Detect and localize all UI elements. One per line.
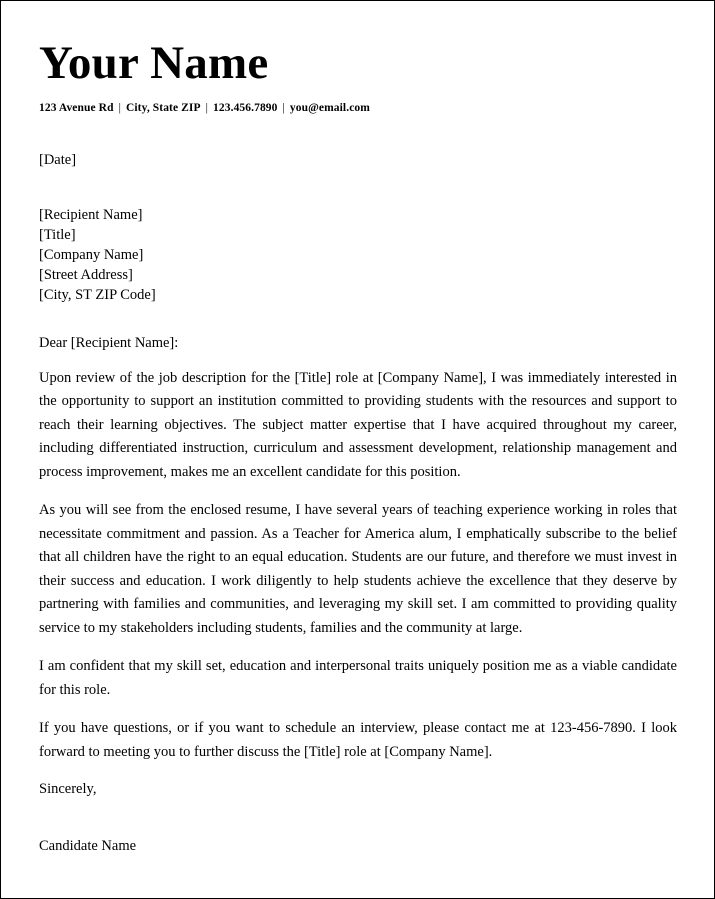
contact-line	[39, 102, 677, 114]
recipient-address-block	[39, 205, 677, 305]
contact-email: you@email.com	[289, 102, 370, 115]
letter-content	[39, 1, 677, 855]
closing-salutation: Sincerely,	[39, 781, 97, 798]
recipient-name: [Recipient Name]	[39, 206, 143, 223]
contact-separator-3: |	[282, 102, 285, 115]
body-paragraph-2: As you will see from the enclosed resume, I have several years of teaching experience working in roles that necessitate commitment and passion. As a Teacher for America alum, I emphatically subscribe to the belief that all children have the right to an equal education. Students are our future, and therefore we must invest in their success and education. I work diligently to help students achieve the excellence that they deserve by partnering with families and communities, and leveraging my skill set. I am committed to providing quality service to my stakeholders including students, families and the community at large.	[39, 502, 677, 636]
contact-address: 123 Avenue Rd	[39, 102, 114, 115]
body-paragraph-1: Upon review of the job description for the [Title] role at [Company Name], I was immediately interested in the opportunity to support an institution committed to providing students with the resources and support to reach their learning objectives. The subject matter expertise that I have acquired throughout my career, including differentiated instruction, curriculum and assessment development, relationship management and process improvement, makes me an excellent candidate for this position.	[39, 369, 677, 480]
recipient-company: [Company Name]	[39, 246, 144, 263]
letterhead	[39, 1, 677, 114]
recipient-title: [Title]	[39, 226, 76, 243]
recipient-street: [Street Address]	[39, 266, 133, 283]
contact-city-state-zip: City, State ZIP	[125, 102, 201, 115]
recipient-city-state-zip: [City, ST ZIP Code]	[39, 286, 156, 303]
salutation: Dear [Recipient Name]:	[39, 334, 179, 351]
body-paragraph-3: I am confident that my skill set, education and interpersonal traits uniquely position me as a viable candidate for this role.	[39, 658, 677, 698]
page-title: Your Name	[39, 37, 269, 89]
date-field: [Date]	[39, 152, 77, 169]
contact-phone: 123.456.7890	[213, 102, 278, 115]
contact-separator-1: |	[118, 102, 121, 115]
body-paragraph-4: If you have questions, or if you want to schedule an interview, please contact me at 123-456-7890. I look forward to meeting you to further discuss the [Title] role at [Company Name].	[39, 720, 677, 760]
contact-separator-2: |	[205, 102, 209, 115]
signature-name: Candidate Name	[39, 838, 137, 855]
